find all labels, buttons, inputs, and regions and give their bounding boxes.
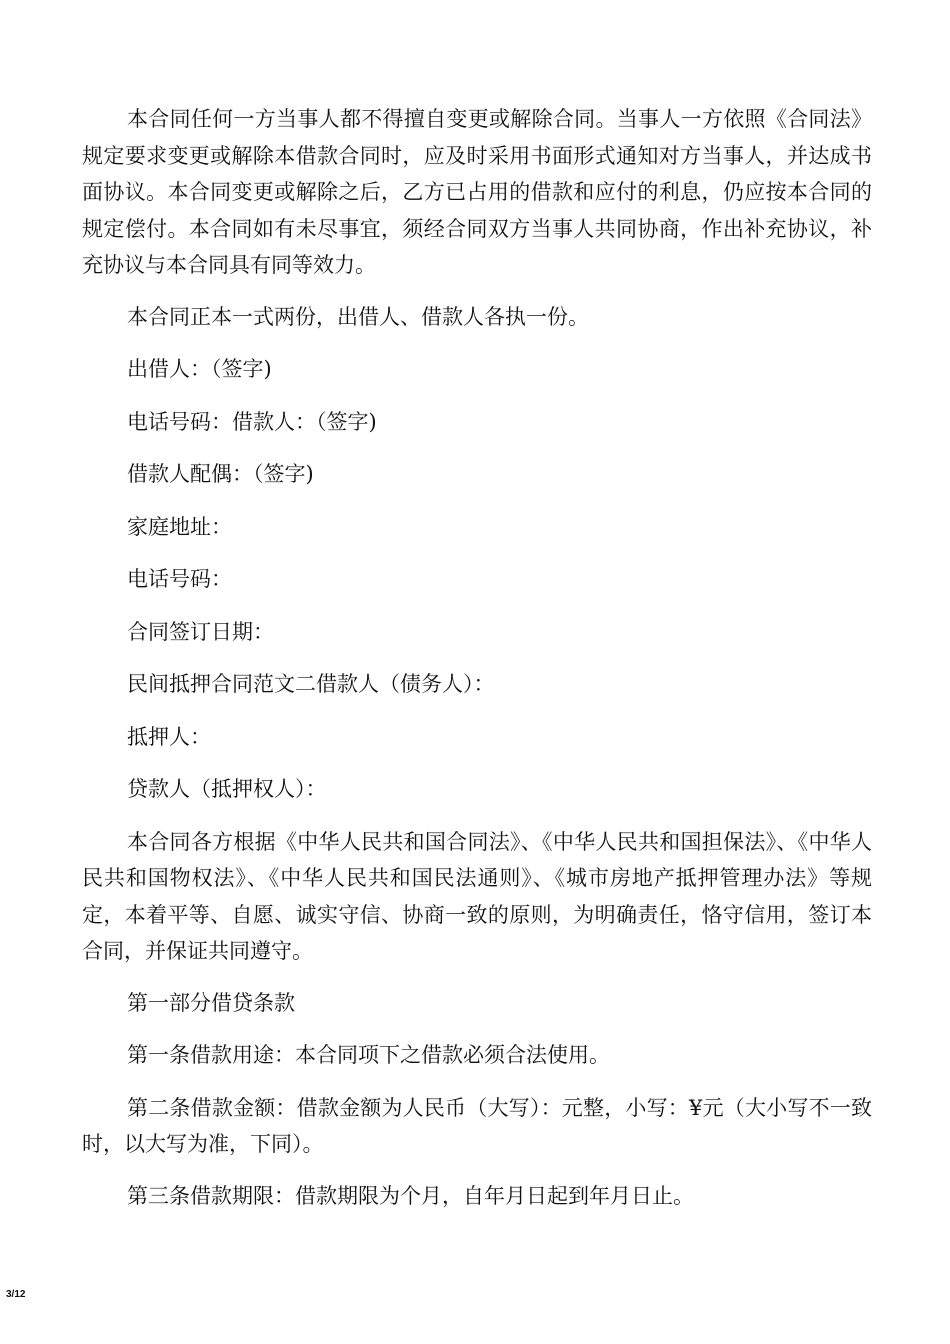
document-body xyxy=(82,101,872,1230)
clause-modification-paragraph: 本合同任何一方当事人都不得擅自变更或解除合同。当事人一方依照《合同法》规定要求变更或解除本借款合同时，应及时采用书面形式通知对方当事人，并达成书面协议。本合同变更或解除之后，乙方已占用的借款和应付的利息，仍应按本合同的规定偿付。本合同如有未尽事宜，须经合同双方当事人共同协商，作出补充协议，补充协议与本合同具有同等效力。 xyxy=(82,107,872,277)
borrower-spouse-signature-line: 借款人配偶：（签字) xyxy=(127,462,314,486)
lender-signature-line: 出借人：（签字) xyxy=(127,357,272,381)
home-address-line: 家庭地址： xyxy=(127,514,232,539)
phone-borrower-signature-line: 电话号码：借款人：（签字) xyxy=(127,409,377,434)
page-number: 3/12 xyxy=(6,1289,26,1300)
mortgagor-line: 抵押人： xyxy=(127,724,211,749)
signing-date-line: 合同签订日期： xyxy=(127,619,274,644)
article-two-paragraph: 第二条借款金额：借款金额为人民币（大写）：元整，小写：¥元（大小写不一致时，以大写为准，下同）。 xyxy=(82,1095,872,1156)
lender-mortgagee-line: 贷款人（抵押权人）： xyxy=(127,777,327,801)
part-one-heading: 第一部分借贷条款 xyxy=(127,990,295,1015)
template-two-borrower-line: 民间抵押合同范文二借款人（债务人）： xyxy=(127,672,495,696)
legal-basis-paragraph: 本合同各方根据《中华人民共和国合同法》、《中华人民共和国担保法》、《中华人民共和国物权法》、《中华人民共和国民法通则》、《城市房地产抵押管理办法》等规定，本着平等、自愿、诚实守信、协商一致的原则，为明确责任，恪守信用，签订本合同，并保证共同遵守。 xyxy=(82,829,872,963)
phone-number-line: 电话号码： xyxy=(127,567,232,591)
article-three-paragraph: 第三条借款期限：借款期限为个月，自年月日起到年月日止。 xyxy=(127,1183,694,1208)
copies-paragraph: 本合同正本一式两份，出借人、借款人各执一份。 xyxy=(127,304,589,329)
article-one-paragraph: 第一条借款用途：本合同项下之借款必须合法使用。 xyxy=(127,1043,610,1067)
